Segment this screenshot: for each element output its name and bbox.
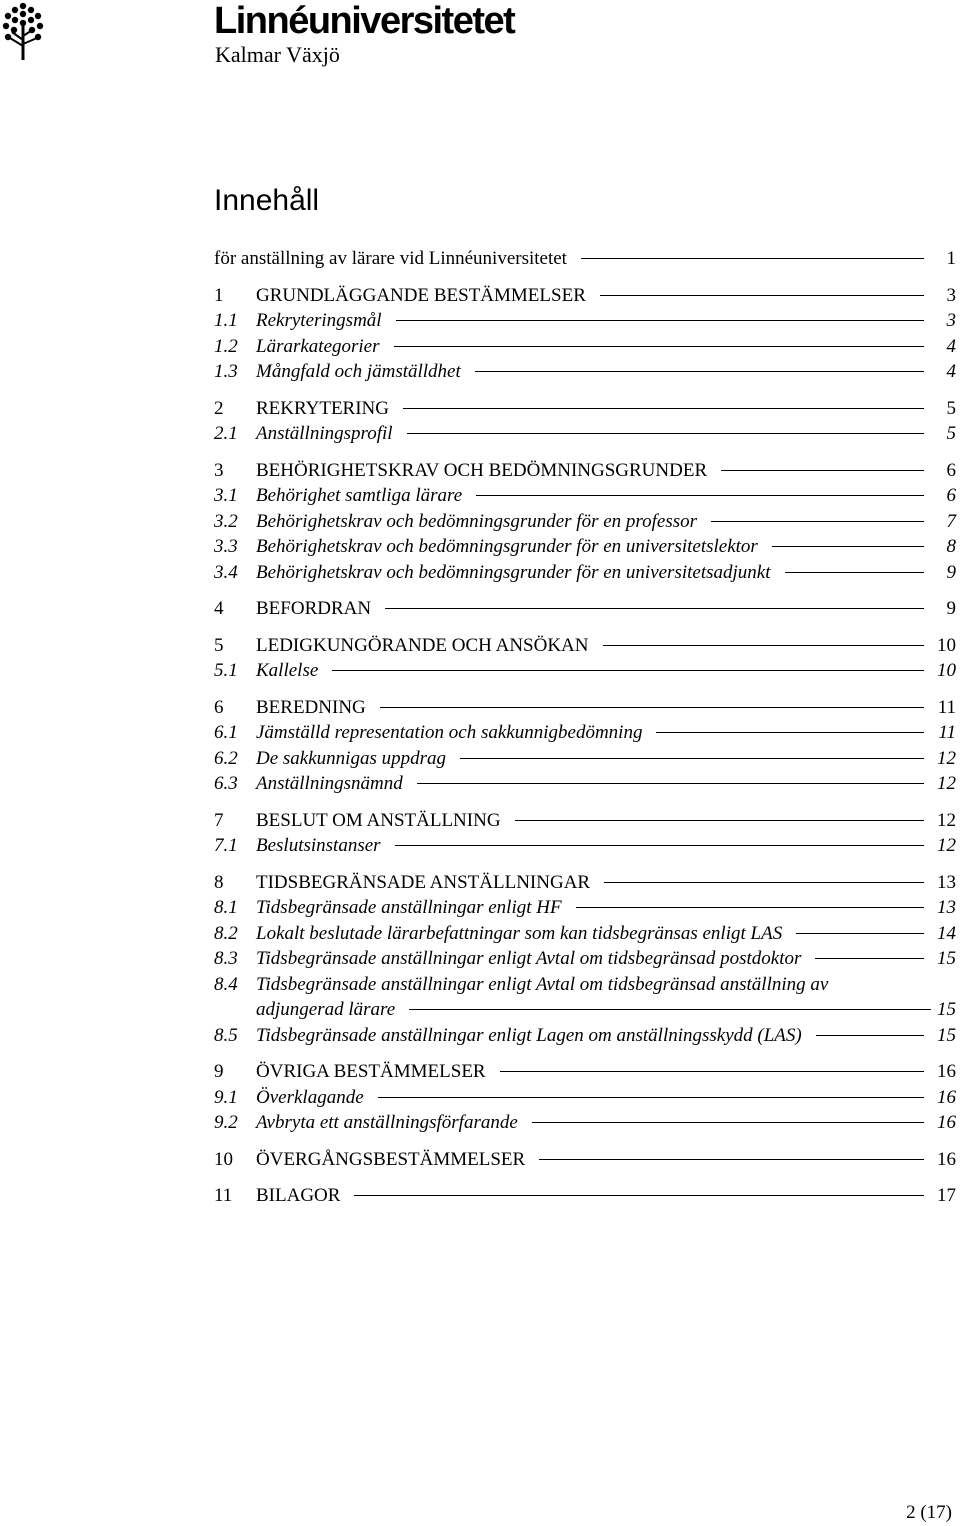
toc-entry-number: 6	[214, 696, 224, 718]
toc-entry-title: Anställningsnämnd	[256, 773, 403, 794]
toc-entry-title: Beslutsinstanser	[256, 835, 381, 856]
toc-entry[interactable]	[214, 771, 956, 797]
toc-entry-number: 7.1	[214, 835, 238, 856]
leader-line	[815, 958, 924, 959]
toc-entry-page: 16	[937, 1112, 956, 1133]
toc-entry-number: 8.1	[214, 897, 238, 918]
toc-entry-number: 2.1	[214, 423, 238, 444]
toc-entry-number: 5	[214, 634, 224, 656]
toc-entry-number: 11	[214, 1185, 233, 1206]
toc-entry-title: Mångfald och jämställdhet	[256, 361, 461, 382]
leader-line	[796, 933, 924, 934]
leader-line	[603, 645, 925, 646]
toc-entry-page: 4	[946, 335, 956, 357]
leader-line	[332, 670, 924, 671]
toc-entry[interactable]	[214, 458, 956, 484]
toc-entry-page: 16	[937, 1086, 956, 1108]
toc-entry[interactable]	[214, 720, 956, 746]
toc-title: Innehåll	[214, 184, 320, 217]
toc-entry-title: Behörighetskrav och bedömningsgrunder för en professor	[256, 510, 697, 532]
toc-entry[interactable]	[214, 246, 956, 272]
toc-entry-title: Lokalt beslutade lärarbefattningar som kan tidsbegränsas enligt LAS	[256, 922, 783, 944]
leader-line	[417, 783, 924, 784]
toc-entry-number: 3	[214, 459, 224, 481]
toc-entry[interactable]	[214, 633, 956, 659]
toc-entry[interactable]	[214, 560, 956, 586]
toc-entry-number: 6.3	[214, 773, 238, 794]
toc-entry[interactable]	[214, 396, 956, 422]
toc-entry-title: REKRYTERING	[256, 397, 389, 419]
toc-entry-number: 1.2	[214, 335, 238, 357]
toc-entry-page: 15	[937, 948, 956, 969]
toc-entry-title: BILAGOR	[256, 1185, 341, 1206]
leader-line	[403, 408, 924, 409]
toc-entry[interactable]	[214, 946, 956, 972]
toc-entry-title: Tidsbegränsade anställningar enligt HF	[256, 897, 562, 918]
toc-entry[interactable]	[214, 283, 956, 309]
leader-line	[721, 470, 924, 471]
toc-entry-title: GRUNDLÄGGANDE BESTÄMMELSER	[256, 284, 586, 306]
toc-entry-number: 5.1	[214, 660, 238, 681]
toc-entry-title: Tidsbegränsade anställningar enligt Lagen om anställningsskydd (LAS)	[256, 1024, 802, 1046]
toc-entry-number: 3.1	[214, 485, 238, 506]
toc-entry[interactable]	[214, 895, 956, 921]
toc-entry[interactable]	[214, 1110, 956, 1136]
leader-line	[475, 371, 924, 372]
toc-entry-page: 12	[937, 809, 956, 831]
leader-line	[460, 758, 924, 759]
toc-entry-page: 14	[937, 922, 956, 944]
leader-line	[378, 1097, 924, 1098]
toc-entry-title: Anställningsprofil	[256, 423, 393, 444]
toc-entry-page: 13	[937, 871, 956, 893]
leader-line	[785, 572, 924, 573]
toc-entry-title: BEFORDRAN	[256, 598, 372, 619]
toc-entry[interactable]	[214, 1023, 956, 1049]
toc-entry-page: 13	[937, 897, 956, 918]
leader-line	[395, 845, 924, 846]
leader-line	[385, 608, 924, 609]
toc-entry-page: 6	[946, 485, 956, 506]
toc-entry[interactable]	[214, 421, 956, 447]
toc-entry-page: 11	[937, 696, 956, 718]
toc-entry-title: Kallelse	[256, 660, 319, 681]
toc-entry[interactable]	[214, 921, 956, 947]
logo-name: Linnéuniversitetet	[214, 0, 515, 42]
toc-entry-number: 9.2	[214, 1112, 238, 1133]
toc-entry-page: 9	[946, 561, 956, 583]
leader-line	[380, 707, 924, 708]
toc-entry-title: Behörighet samtliga lärare	[256, 485, 463, 506]
toc-entry-title: Lärarkategorier	[256, 335, 380, 357]
toc-entry-title: Behörighetskrav och bedömningsgrunder för en universitetsadjunkt	[256, 561, 771, 583]
toc-entry-page: 10	[937, 660, 956, 681]
toc-entry-number: 8.5	[214, 1024, 238, 1046]
table-of-contents	[214, 246, 956, 1209]
toc-entry-title: De sakkunnigas uppdrag	[256, 747, 446, 769]
leader-line	[656, 732, 924, 733]
toc-entry-number: 1	[214, 284, 224, 306]
toc-entry-number: 3.4	[214, 561, 238, 583]
toc-entry-title-continued: adjungerad lärare	[256, 999, 396, 1020]
toc-entry-title: Tidsbegränsade anställningar enligt Avtal om tidsbegränsad postdoktor	[256, 948, 802, 969]
toc-entry-number: 3.2	[214, 510, 238, 532]
toc-entry-title: Behörighetskrav och bedömningsgrunder för en universitetslektor	[256, 536, 758, 557]
leader-line	[600, 295, 924, 296]
logo-subtitle: Kalmar Växjö	[215, 42, 340, 67]
leader-line	[711, 521, 924, 522]
toc-entry-page: 6	[946, 459, 956, 481]
toc-entry[interactable]	[214, 308, 956, 334]
leader-line	[396, 320, 924, 321]
toc-entry-page: 5	[946, 423, 956, 444]
toc-entry-page: 17	[937, 1185, 956, 1206]
toc-entry[interactable]	[214, 1085, 956, 1111]
leader-line	[409, 1009, 931, 1010]
toc-entry[interactable]	[214, 695, 956, 721]
toc-entry-page: 12	[937, 773, 956, 794]
toc-entry[interactable]	[214, 870, 956, 896]
toc-entry-title: TIDSBEGRÄNSADE ANSTÄLLNINGAR	[256, 871, 591, 893]
toc-entry-number: 8.3	[214, 948, 238, 969]
toc-entry[interactable]	[214, 972, 956, 1023]
leader-line	[354, 1195, 924, 1196]
toc-entry-page: 15	[937, 1024, 956, 1046]
toc-entry-title: BEHÖRIGHETSKRAV OCH BEDÖMNINGSGRUNDER	[256, 459, 708, 481]
toc-entry[interactable]	[214, 658, 956, 684]
toc-entry-page: 3	[946, 310, 956, 331]
toc-entry-title: Jämställd representation och sakkunnigbedömning	[256, 722, 643, 743]
toc-entry-page: 7	[946, 510, 956, 532]
toc-entry-title: BESLUT OM ANSTÄLLNING	[256, 809, 501, 831]
toc-entry[interactable]	[214, 1059, 956, 1085]
toc-entry-page: 5	[946, 397, 956, 419]
toc-entry[interactable]	[214, 359, 956, 385]
toc-entry-number: 2	[214, 397, 224, 419]
toc-entry-page: 16	[937, 1061, 956, 1082]
toc-entry-page: 1	[946, 248, 956, 269]
toc-entry-page: 10	[937, 634, 956, 656]
university-logo	[0, 0, 560, 80]
page-number: 2 (17)	[906, 1502, 952, 1523]
leader-line	[604, 882, 924, 883]
toc-entry[interactable]	[214, 509, 956, 535]
toc-entry-number: 8.2	[214, 922, 238, 944]
leader-line	[772, 546, 924, 547]
toc-entry-page: 4	[946, 361, 956, 382]
leader-line	[515, 820, 924, 821]
toc-entry-number: 4	[214, 598, 224, 619]
leader-line	[816, 1035, 924, 1036]
toc-entry-number: 9	[214, 1061, 224, 1082]
toc-entry-title: Rekryteringsmål	[256, 310, 382, 331]
toc-entry-page: 9	[946, 598, 956, 619]
leader-line	[576, 907, 924, 908]
toc-entry-number: 6.1	[214, 722, 238, 743]
toc-entry-number: 10	[214, 1148, 233, 1170]
toc-entry-number: 1.1	[214, 310, 238, 331]
toc-entry-page: 16	[937, 1148, 956, 1170]
toc-entry[interactable]	[214, 808, 956, 834]
leader-line	[394, 346, 925, 347]
toc-entry[interactable]	[214, 483, 956, 509]
leader-line	[539, 1159, 924, 1160]
leader-line	[532, 1122, 924, 1123]
toc-entry[interactable]	[214, 596, 956, 622]
toc-entry-page: 3	[946, 284, 956, 306]
toc-entry-number: 8	[214, 871, 224, 893]
leader-line	[476, 495, 924, 496]
toc-entry-title: Överklagande	[256, 1086, 364, 1108]
toc-entry-title: BEREDNING	[256, 696, 366, 718]
toc-entry[interactable]	[214, 334, 956, 360]
toc-entry-title: för anställning av lärare vid Linnéuniversitetet	[214, 248, 567, 269]
leader-line	[581, 258, 924, 259]
toc-entry-number: 9.1	[214, 1086, 238, 1108]
toc-entry-number: 8.4	[214, 973, 238, 995]
toc-entry[interactable]	[214, 746, 956, 772]
toc-entry[interactable]	[214, 833, 956, 859]
toc-entry-page: 15	[937, 999, 956, 1020]
toc-entry[interactable]	[214, 1183, 956, 1209]
tree-logo-icon	[2, 2, 44, 62]
toc-entry-page: 12	[937, 747, 956, 769]
toc-entry-number: 6.2	[214, 747, 238, 769]
toc-entry-title: Tidsbegränsade anställningar enligt Avtal om tidsbegränsad anställning av	[256, 973, 829, 995]
toc-entry-title: ÖVRIGA BESTÄMMELSER	[256, 1061, 486, 1082]
toc-entry-page: 11	[938, 722, 956, 743]
toc-entry-number: 7	[214, 809, 224, 831]
toc-entry-number: 3.3	[214, 536, 238, 557]
toc-entry[interactable]	[214, 1147, 956, 1173]
toc-entry-number: 1.3	[214, 361, 238, 382]
toc-entry-title: ÖVERGÅNGSBESTÄMMELSER	[256, 1148, 526, 1170]
toc-entry-title: LEDIGKUNGÖRANDE OCH ANSÖKAN	[256, 634, 589, 656]
toc-entry[interactable]	[214, 534, 956, 560]
leader-line	[407, 433, 924, 434]
toc-entry-page: 8	[946, 536, 956, 557]
toc-entry-page: 12	[937, 835, 956, 856]
leader-line	[500, 1071, 924, 1072]
toc-entry-title: Avbryta ett anställningsförfarande	[256, 1112, 518, 1133]
